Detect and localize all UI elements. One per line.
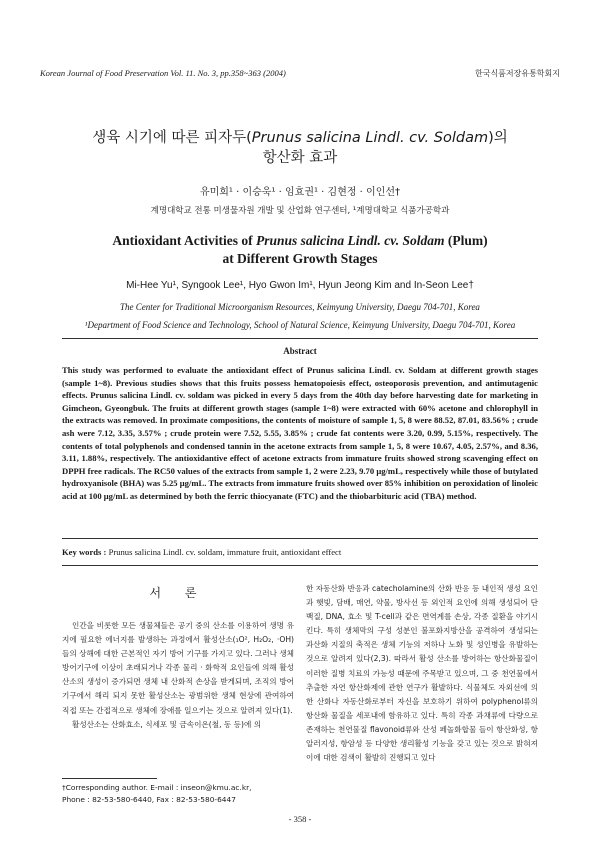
- running-header: [40, 68, 560, 79]
- english-authors: Mi-Hee Yu¹, Syngook Lee¹, Hyo Gwon Im¹, Hyun Jeong Kim and In-Seon Lee†: [126, 280, 474, 291]
- page-number: - 358 -: [288, 814, 312, 824]
- english-title-species: Prunus salicina Lindl. cv. Soldam: [255, 233, 445, 248]
- keywords: [62, 547, 538, 557]
- english-affiliation-2: ¹Department of Food Science and Technology, School of Natural Science, Keimyung University, Daegu 704-701, Korea: [84, 320, 516, 330]
- english-title: [60, 232, 540, 268]
- keywords-text: Prunus salicina Lindl. cv. soldam, immature fruit, antioxidant effect: [108, 547, 342, 557]
- abstract-bottom-rule: [62, 538, 538, 539]
- english-title-line2: at Different Growth Stages: [222, 251, 378, 266]
- footnote-rule: [62, 778, 157, 779]
- korean-title-pre: 생육 시기에 따른 피자두(: [92, 130, 252, 146]
- right-column: [306, 582, 538, 765]
- korean-title: [60, 128, 540, 168]
- english-affiliation-1: The Center for Traditional Microorganism Resources, Keimyung University, Daegu 704-701, Korea: [120, 302, 480, 312]
- english-title-post: (Plum): [444, 233, 488, 248]
- korean-affiliation: 계명대학교 전통 미생물자원 개발 및 산업화 연구센터, ¹계명대학교 식품가공학과: [150, 206, 450, 216]
- korean-title-species: Prunus salicina Lindl. cv. Soldam: [251, 130, 489, 146]
- society-name: 한국식품저장유통학회지: [474, 69, 560, 78]
- footnote-line-2: Phone : 82-53-580-6440, Fax : 82-53-580-6447: [62, 795, 236, 804]
- korean-authors: 유미희¹ · 이승욱¹ · 임효권¹ · 김현정 · 이인선†: [199, 187, 401, 198]
- english-title-pre: Antioxidant Activities of: [112, 233, 256, 248]
- korean-title-post: )의: [488, 130, 508, 146]
- intro-paragraph-2: 활성산소는 산화효소, 식세포 및 금속이온(철, 동 등)에 의: [72, 719, 262, 729]
- footnote: [62, 782, 294, 806]
- footnote-line-1: †Corresponding author. E-mail : inseon@kmu.ac.kr,: [62, 783, 252, 792]
- keywords-rule: [62, 565, 538, 566]
- section-heading-introduction: 서 론: [149, 586, 207, 600]
- intro-paragraph-1: 인간을 비롯한 모든 생물체들은 공기 중의 산소를 이용하여 생명 유지에 필요한 에너지를 발생하는 과정에서 활성산소(₁O², H₂O₂, ·OH)들의 상해에 대한 근본적인 자기 방어 기구를 가지고 있다. 그러나 생체방어기구에 이상이 초래되거나 각종 물리 · 화학적 요인들에 의해 활성산소의 생성이 증가되면 생체 내 산화적 손상을 받게되며, 조직의 방어 기구에서 해리 되지 못한 활성산소는 광범위한 생체 현상에 관여하여 직접 또는 간접적으로 생체에 장애를 일으키는 것으로 알려져 있다(1).: [62, 621, 294, 715]
- left-column: [62, 582, 294, 732]
- korean-title-line2: 항산화 효과: [262, 150, 338, 166]
- journal-citation: Korean Journal of Food Preservation Vol. 11. No. 3, pp.358~363 (2004): [40, 68, 286, 78]
- abstract-top-rule: [62, 338, 538, 339]
- intro-paragraph-continued: 한 자동산화 반응과 catecholamine의 산화 반응 등 내인적 생성 요인과 햇빛, 담배, 매연, 약물, 방사선 등 외인적 요인에 의해 생성되어 단백질, DNA, 효소 및 T-cell과 같은 면역계를 손상, 각종 질환을 야기시킨다. 특히 생체막의 구성 성분인 불포화지방산을 공격하여 생성되는 과산화 지질의 축적은 생체 기능의 저하나 노화 및 성인병을 유발하는 것으로 알려져 있다(2,3). 따라서 활성 산소를 방어하는 항산화물질이 이러한 질병 치료의 가능성 때문에 주목받고 있으며, 그 중 천연물에서 추출한 자연 항산화제에 관한 연구가 활발하다. 식물체도 자외선에 의한 산화나 자동산화로부터 자신을 보호하기 위하여 polyphenol류의 항산화 물질을 세포내에 함유하고 있다. 특히 각종 과채류에 다량으로 존재하는 천연물질 flavonoid류와 산성 페놀화합물 들이 항산화성, 항알러지성, 항암성 등 다양한 생리활성 기능을 갖고 있는 것으로 밝혀져 이에 대한 검색이 활발히 진행되고 있다: [306, 584, 538, 763]
- keywords-label: Key words :: [62, 547, 107, 557]
- abstract-heading: Abstract: [283, 346, 317, 356]
- abstract-body: This study was performed to evaluate the antioxidant effect of Prunus salicina Lindl. cv. Soldam at different growth stages (sample 1~8). Previous studies shows that this fruits possess hematopoiesis effect, osteoporosis prevention, and antimutagenic effects. Prunus salicina Lindl. cv. soldam was picked in every 5 days from the 40th day before harvesting date for marketing in Gimcheon, Gyeongbuk. The fruits at different growth stages (sample 1~8) were extracted with 60% acetone and chlorophyll in the extracts was removed. In proximate compositions, the contents of moisture of sample 1, 5, 8 were 88.52, 87.01, 83.56% ; crude ash were 7.12, 3.35, 3.57% ; crude protein were 7.52, 5.55, 3.85% ; crude fat contents were 3.20, 0.99, 5.15%, respectively. The contents of total polyphenols and condensed tannin in the acetone extracts from sample 1, 5, 8 were 10.67, 4.05, 2.57%, and 8.36, 3.11, 1.88%, respectively. The antioxidantive effect of acetone extracts from immature fruits showed strong scavenging effect on DPPH free radicals. The RC50 values of the extracts from sample 1, 2 were 2.23, 9.70 μg/mL, respectively while those of butylated hydroxyanisole (BHA) was 5.25 μg/mL. The extracts from immature fruits showed over 85% inhibition on peroxidation of linoleic acid at 100 μg/mL as determined by both the ferric thiocyanate (FTC) and the thiobarbituric acid (TBA) method.: [62, 365, 538, 501]
